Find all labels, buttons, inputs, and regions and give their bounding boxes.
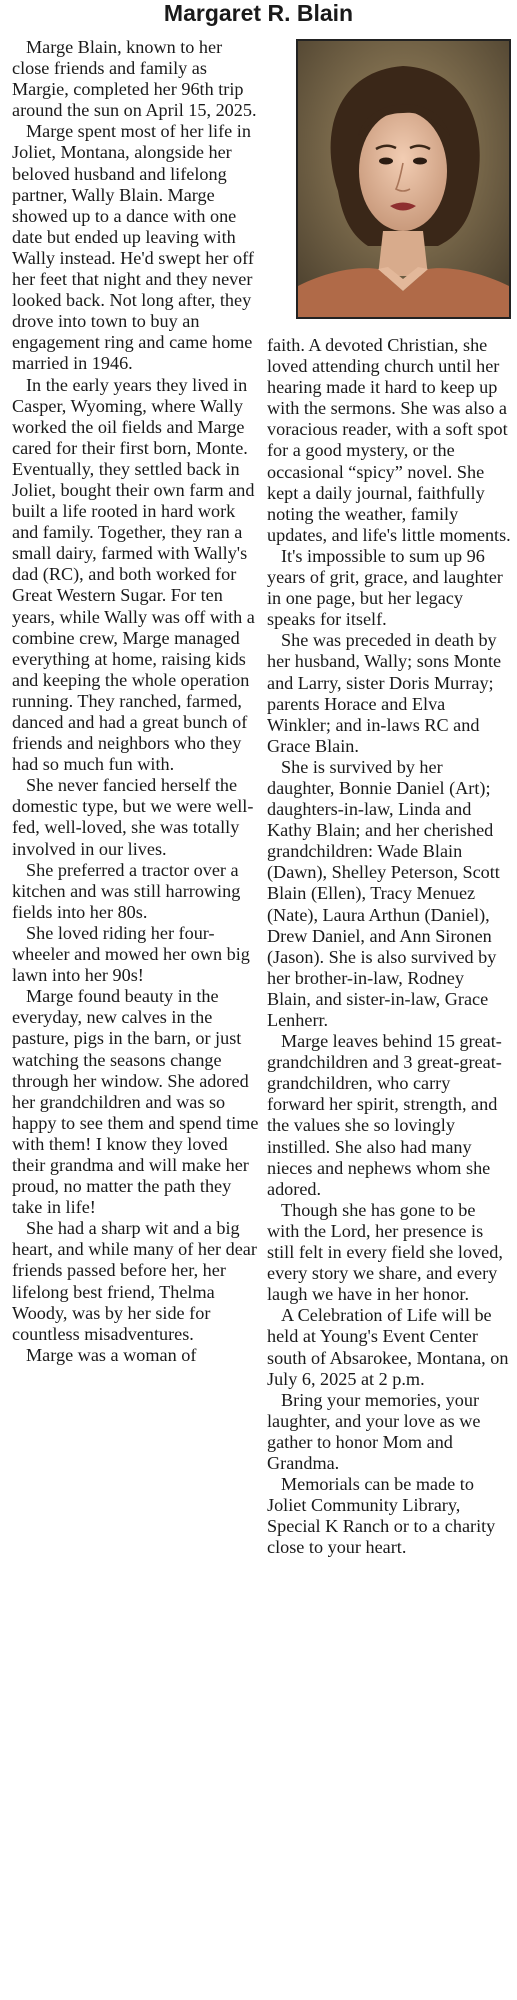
paragraph: Though she has gone to be with the Lord, her presence is still felt in every field she loved, every story we share, and every laugh we have in her honor. bbox=[267, 1199, 503, 1305]
paragraph: Marge leaves behind 15 great-grandchildren and 3 great-great-grandchildren, who carry forward her spirit, strength, and the values she so lovingly instilled. She also had many nieces and nephews whom she adored. bbox=[267, 1031, 502, 1199]
paragraph: She never fancied herself the domestic type, but we were well-fed, well-loved, she was totally involved in our lives. bbox=[12, 775, 254, 859]
paragraph: She was preceded in death by her husband, Wally; sons Monte and Larry, sister Doris Murray; parents Horace and Elva Winkler; and in-laws RC and Grace Blain. bbox=[267, 630, 502, 756]
paragraph: Memorials can be made to Joliet Community Library, Special K Ranch or to a charity close to your heart. bbox=[267, 1474, 496, 1558]
paragraph: Marge spent most of her life in Joliet, Montana, alongside her beloved husband and lifelong partner, Wally Blain. Marge showed up to a dance with one date but ended up leaving with Wally instead. He'd swept her off her feet that night and they never looked back. Not long after, they drove into town to buy an engagement ring and came home married in 1946. bbox=[12, 121, 254, 374]
paragraph: She loved riding her four-wheeler and mowed her own big lawn into her 90s! bbox=[12, 922, 250, 986]
paragraph: It's impossible to sum up 96 years of grit, grace, and laughter in one page, but her legacy speaks for itself. bbox=[267, 545, 503, 630]
portrait-illustration bbox=[298, 41, 509, 317]
paragraph: She preferred a tractor over a kitchen and was still harrowing fields into her 80s. bbox=[12, 859, 241, 922]
paragraph: Bring your memories, your laughter, and your love as we gather to honor Mom and Grandma. bbox=[267, 1389, 481, 1473]
paragraph: A Celebration of Life will be held at Young's Event Center south of Absarokee, Montana, on July 6, 2025 at 2 p.m. bbox=[267, 1305, 509, 1389]
paragraph: Marge was a woman of bbox=[26, 1344, 197, 1365]
paragraph-continued: faith. A devoted Christian, she loved attending church until her hearing made it hard to keep up with the sermons. She was also a voracious reader, with a soft spot for a good mystery, or the occasional “spicy” novel. She kept a daily journal, faithfully noting the weather, family updates, and life's little moments. bbox=[267, 335, 511, 545]
obituary-title: Margaret R. Blain bbox=[163, 0, 354, 26]
paragraph: She is survived by her daughter, Bonnie Daniel (Art); daughters-in-law, Linda and Kathy Blain; and her cherished grandchildren: Wade Blain (Dawn), Shelley Peterson, Scott Blain (Ellen), Tracy Menuez (Nate), Laura Arthun (Daniel), Drew Daniel, and Ann Sironen (Jason). She is also survived by her brother-in-law, Rodney Blain, and sister-in-law, Grace Lenherr. bbox=[267, 756, 500, 1030]
paragraph: Marge found beauty in the everyday, new calves in the pasture, pigs in the barn, or just watching the seasons change through her window. She adored her grandchildren and was so happy to see them and spend time with them! I know they loved their grandma and will make her proud, no matter the path they take in life! bbox=[12, 986, 259, 1218]
obituary-column-right bbox=[267, 335, 511, 1558]
portrait-photo bbox=[296, 39, 511, 319]
obituary-column-left bbox=[12, 37, 262, 1366]
paragraph: She had a sharp wit and a big heart, and while many of her dear friends passed before her, her lifelong best friend, Thelma Woody, was by her side for countless misadventures. bbox=[12, 1218, 257, 1344]
paragraph: Marge Blain, known to her close friends and family as Margie, completed her 96th trip around the sun on April 15, 2025. bbox=[12, 37, 257, 121]
paragraph: In the early years they lived in Casper, Wyoming, where Wally worked the oil fields and Marge cared for their first born, Monte. Eventually, they settled back in Joliet, bought their own farm and built a life rooted in hard work and family. Together, they ran a small dairy, farmed with Wally's dad (RC), and both worked for Great Western Sugar. For ten years, while Wally was off with a combine crew, Marge managed everything at home, raising kids and keeping the whole operation running. They ranched, farmed, danced and had a great bunch of friends and neighbors who they had so much fun with. bbox=[12, 374, 255, 775]
